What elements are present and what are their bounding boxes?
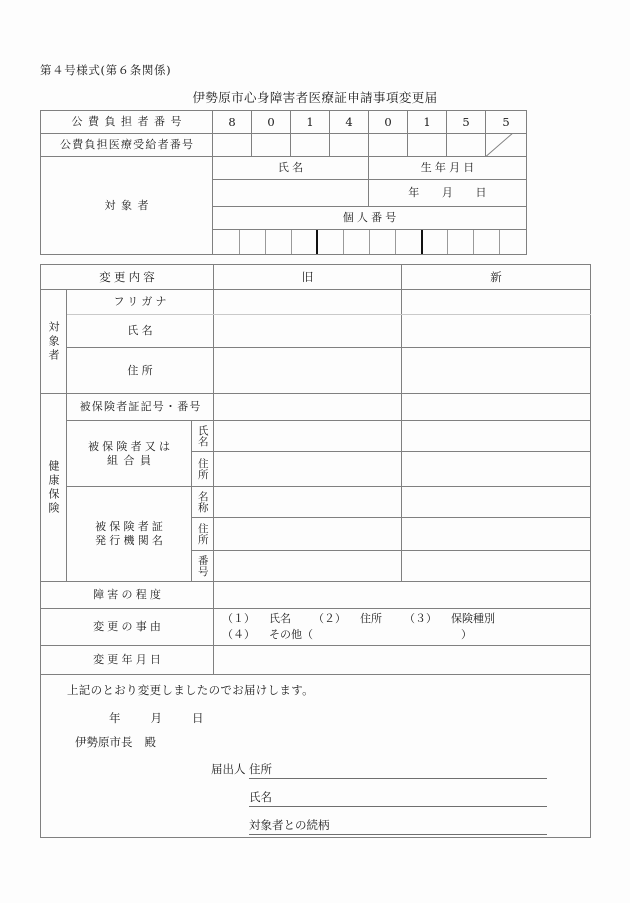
addressee-name: 伊勢原市長 — [75, 734, 133, 749]
mynumber-grid — [213, 230, 527, 255]
signature-name-label: 氏名 — [249, 789, 272, 804]
name-new-field[interactable] — [402, 315, 591, 348]
birthdate-header: 生年月日 — [369, 157, 527, 180]
insured-name-new-field[interactable] — [402, 421, 591, 452]
date-month-label: 月 — [150, 710, 162, 725]
public-payer-digit: 8 — [213, 111, 252, 134]
public-payer-digit: 4 — [330, 111, 369, 134]
row-label-disability-degree: 障害の程度 — [41, 582, 214, 609]
reason-option-2-text[interactable]: 住所 — [360, 612, 382, 625]
reason-line-1 — [222, 611, 590, 627]
signature-address-line[interactable] — [249, 762, 547, 779]
recipient-digit-field[interactable] — [213, 134, 252, 157]
insured-person-label: 被保険者又は 組合員 — [67, 421, 192, 487]
recipient-digit-field[interactable] — [447, 134, 486, 157]
mynumber-cell[interactable] — [500, 230, 526, 254]
insured-address-old-field[interactable] — [214, 452, 402, 487]
table-row — [41, 394, 591, 421]
table-row — [41, 582, 591, 609]
issuer-name-new-field[interactable] — [402, 487, 591, 518]
recipient-number-label: 公費負担医療受給者番号 — [41, 134, 213, 157]
table-row — [41, 290, 591, 315]
birthdate-value-field[interactable]: 年 月 日 — [369, 180, 527, 207]
reason-option-1-number: （１） — [222, 612, 255, 625]
public-payer-label: 公費負担者番号 — [41, 111, 213, 134]
public-payer-digit: 1 — [291, 111, 330, 134]
row-label-reason: 変更の事由 — [41, 609, 214, 646]
document-title: 伊勢原市心身障害者医療証申請事項変更届 — [192, 90, 438, 105]
public-payer-digit: 5 — [486, 111, 527, 134]
table-row — [41, 487, 591, 518]
reason-option-4-close: ） — [461, 627, 472, 641]
declaration-block — [41, 674, 591, 837]
change-date-field[interactable] — [214, 645, 591, 674]
table-row — [41, 645, 591, 674]
subject-side-label: 対象者 — [41, 290, 67, 394]
table-header-row — [41, 265, 591, 290]
issuer-address-old-field[interactable] — [214, 518, 402, 551]
declaration-date[interactable] — [109, 711, 204, 725]
subject-name-header-row — [41, 157, 527, 180]
insurance-side-label: 健康保険 — [41, 394, 67, 582]
furigana-old-field[interactable] — [214, 290, 402, 315]
reason-option-1-text[interactable]: 氏名 — [269, 612, 291, 625]
address-new-field[interactable] — [402, 348, 591, 394]
reason-option-3-text[interactable]: 保険種別 — [451, 612, 495, 625]
mynumber-cell[interactable] — [422, 230, 448, 254]
date-day-label: 日 — [192, 710, 204, 725]
issuer-number-old-field[interactable] — [214, 551, 402, 582]
public-payer-digit: 0 — [369, 111, 408, 134]
addressee — [75, 735, 156, 749]
applicant-label: 届出人 — [211, 761, 246, 776]
table-row — [41, 609, 591, 646]
sub-label-issuer-name: 名称 — [192, 487, 214, 518]
public-payer-digit: 0 — [252, 111, 291, 134]
sub-label-insured-address: 住所 — [192, 452, 214, 487]
column-header-old: 旧 — [214, 265, 402, 290]
issuer-name-old-field[interactable] — [214, 487, 402, 518]
table-row — [41, 348, 591, 394]
name-header: 氏名 — [213, 157, 369, 180]
sub-label-insured-name: 氏名 — [192, 421, 214, 452]
recipient-digit-field[interactable] — [291, 134, 330, 157]
addressee-honorific: 殿 — [144, 734, 156, 749]
recipient-digit-field[interactable] — [330, 134, 369, 157]
recipient-number-row — [41, 134, 527, 157]
mynumber-cell[interactable] — [343, 230, 369, 254]
insured-name-old-field[interactable] — [214, 421, 402, 452]
date-year-label: 年 — [109, 710, 121, 725]
reason-option-4-text[interactable]: その他（ — [269, 627, 313, 641]
cert-symbol-new-field[interactable] — [402, 394, 591, 421]
mynumber-cell[interactable] — [474, 230, 500, 254]
issuer-address-new-field[interactable] — [402, 518, 591, 551]
name-old-field[interactable] — [214, 315, 402, 348]
signature-name-line[interactable] — [249, 790, 547, 807]
public-payer-digit: 1 — [408, 111, 447, 134]
furigana-new-field[interactable] — [402, 290, 591, 315]
issuer-number-new-field[interactable] — [402, 551, 591, 582]
row-label-furigana: フリガナ — [67, 290, 214, 315]
mynumber-cell[interactable] — [265, 230, 291, 254]
recipient-digit-field[interactable] — [369, 134, 408, 157]
subject-header-table — [40, 110, 527, 255]
row-label-name: 氏名 — [67, 315, 214, 348]
row-label-address: 住所 — [67, 348, 214, 394]
table-row — [41, 421, 591, 452]
reason-options[interactable] — [214, 609, 591, 646]
reason-option-2-number: （２） — [313, 612, 346, 625]
reason-line-2 — [222, 627, 590, 643]
signature-relation-line[interactable] — [249, 818, 547, 835]
mynumber-cell[interactable] — [396, 230, 422, 254]
signature-relation-label: 対象者との続柄 — [249, 817, 330, 832]
recipient-digit-field[interactable] — [252, 134, 291, 157]
address-old-field[interactable] — [214, 348, 402, 394]
column-header-content: 変更内容 — [41, 265, 214, 290]
recipient-digit-field-struck[interactable] — [486, 134, 527, 157]
row-label-change-date: 変更年月日 — [41, 645, 214, 674]
signature-address-label: 住所 — [249, 761, 272, 776]
declaration-statement: 上記のとおり変更しましたのでお届けします。 — [67, 682, 314, 697]
mynumber-cell[interactable] — [369, 230, 395, 254]
table-row — [41, 315, 591, 348]
form-number: 第４号様式(第６条関係) — [40, 63, 172, 77]
name-value-field[interactable] — [213, 180, 369, 207]
change-details-table — [40, 264, 591, 838]
mynumber-cell[interactable] — [448, 230, 474, 254]
mynumber-cell[interactable] — [239, 230, 265, 254]
sub-label-issuer-address: 住所 — [192, 518, 214, 551]
column-header-new: 新 — [402, 265, 591, 290]
mynumber-cell[interactable] — [317, 230, 343, 254]
footer-row — [41, 674, 591, 837]
mynumber-label: 個人番号 — [213, 207, 527, 230]
disability-degree-field[interactable] — [214, 582, 591, 609]
public-payer-digit: 5 — [447, 111, 486, 134]
mynumber-cell[interactable] — [213, 230, 239, 254]
insured-address-new-field[interactable] — [402, 452, 591, 487]
recipient-digit-field[interactable] — [408, 134, 447, 157]
public-payer-row — [41, 111, 527, 134]
mynumber-cell[interactable] — [291, 230, 317, 254]
subject-label: 対象者 — [41, 157, 213, 255]
row-label-cert-symbol: 被保険者証記号・番号 — [67, 394, 214, 421]
cert-symbol-old-field[interactable] — [214, 394, 402, 421]
reason-option-3-number: （３） — [404, 612, 437, 625]
reason-option-4-number: （４） — [222, 627, 255, 641]
issuer-label: 被保険者証 発行機関名 — [67, 487, 192, 582]
sub-label-issuer-number: 番号 — [192, 551, 214, 582]
